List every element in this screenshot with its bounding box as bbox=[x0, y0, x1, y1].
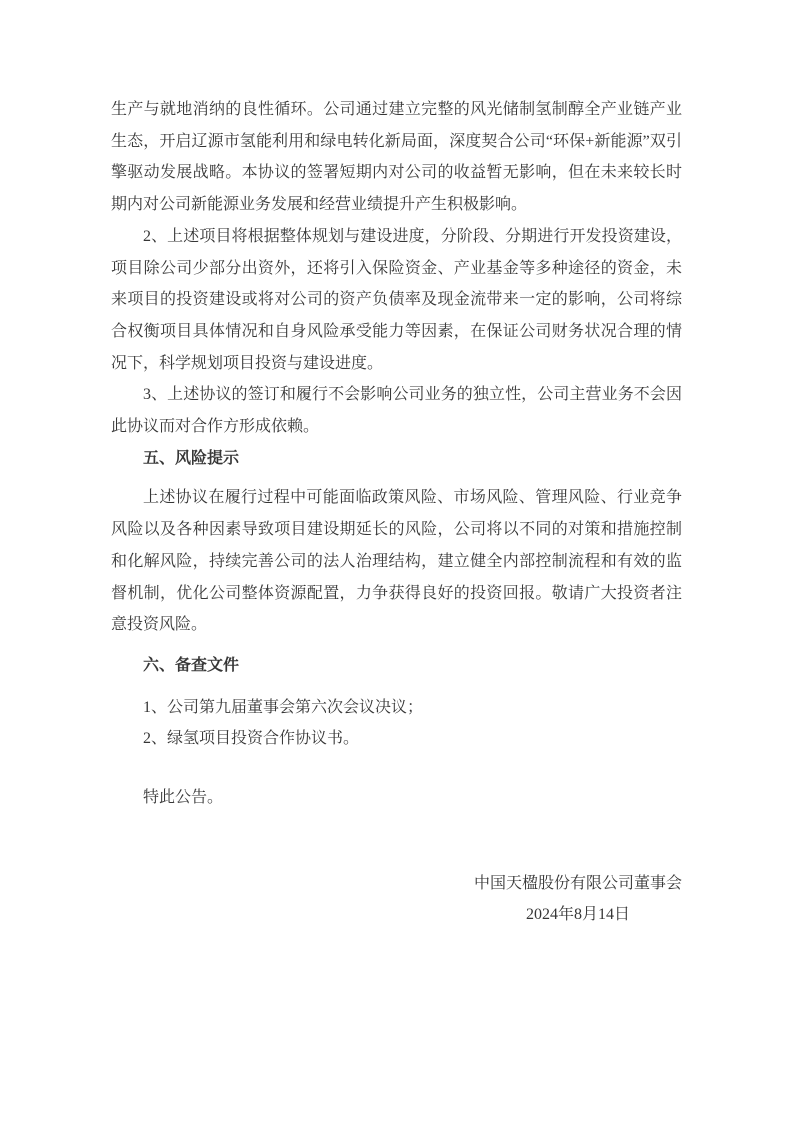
reference-document-item-1: 1、公司第九届董事会第六次会议决议； bbox=[143, 698, 424, 716]
paragraph-continuation: 生产与就地消纳的良性循环。公司通过建立完整的风光储制氢制醇全产业链产业生态，开启辽源市氢能利用和绿电转化新局面，深度契合公司“环保+新能源”双引擎驱动发展战略。本协议的签署短期内对公司的收益暂无影响，但在未来较长时期内对公司新能源业务发展和经营业绩提升产生积极影响。 bbox=[111, 101, 682, 214]
section-heading-documents: 六、备查文件 bbox=[143, 656, 240, 674]
closing-statement: 特此公告。 bbox=[143, 789, 224, 807]
reference-document-item-2: 2、绿氢项目投资合作协议书。 bbox=[143, 730, 360, 748]
signature-block bbox=[111, 868, 682, 931]
signature-inner bbox=[474, 868, 682, 931]
signature-date: 2024年8月14日 bbox=[525, 906, 630, 924]
paragraph-point-2: 2、上述项目将根据整体规划与建设进度，分阶段、分期进行开发投资建设，项目除公司少部分出资外，还将引入保险资金、产业基金等多种途径的资金，未来项目的投资建设或将对公司的资产负债率及现金流带来一定的影响，公司将综合权衡项目具体情况和自身风险承受能力等因素，在保证公司财务状况合理的情况下，科学规划项目投资与建设进度。 bbox=[111, 227, 682, 372]
paragraph-risk: 上述协议在履行过程中可能面临政策风险、市场风险、管理风险、行业竞争风险以及各种因素导致项目建设期延长的风险，公司将以不同的对策和措施控制和化解风险，持续完善公司的法人治理结构，建立健全内部控制流程和有效的监督机制，优化公司整体资源配置，力争获得良好的投资回报。敬请广大投资者注意投资风险。 bbox=[111, 489, 682, 634]
signature-company: 中国天楹股份有限公司董事会 bbox=[473, 874, 682, 892]
paragraph-point-3: 3、上述协议的签订和履行不会影响公司业务的独立性，公司主营业务不会因此协议而对合作方形成依赖。 bbox=[111, 386, 682, 436]
section-heading-risk: 五、风险提示 bbox=[143, 449, 240, 467]
